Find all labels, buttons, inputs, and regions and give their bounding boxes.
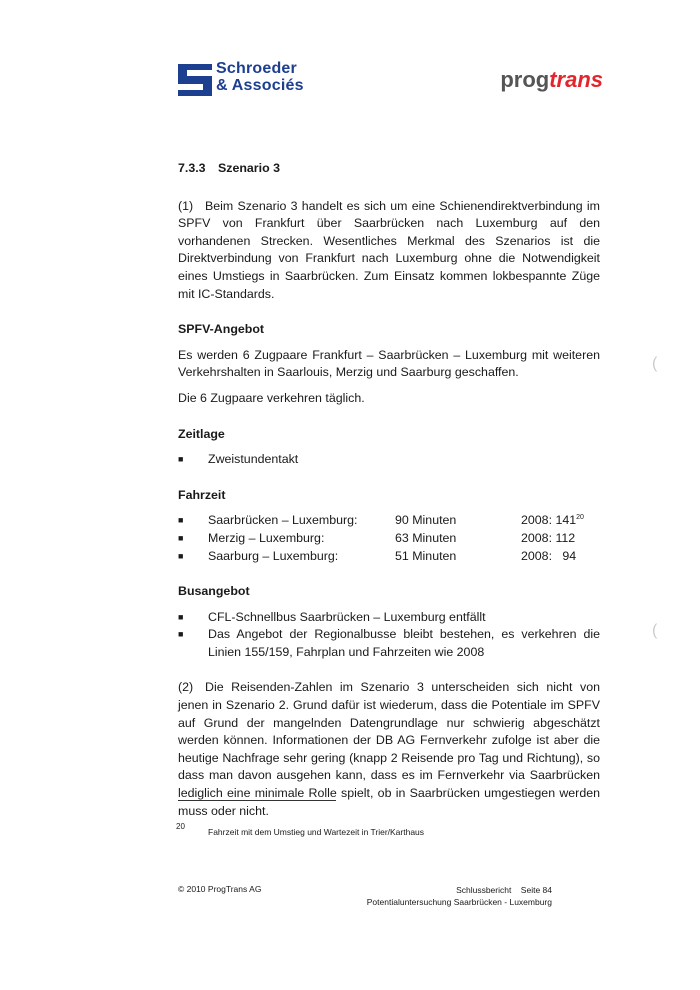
busangebot-heading: Busangebot [178, 584, 250, 599]
list-item [178, 609, 600, 627]
bullet-icon: ■ [178, 532, 184, 543]
route-cell: Merzig – Luxemburg: [208, 530, 325, 545]
footer-subtitle: Potentialuntersuchung Saarbrücken - Luxemburg [366, 897, 552, 907]
footer-copyright: © 2010 ProgTrans AG [178, 884, 262, 894]
spfv-heading: SPFV-Angebot [178, 322, 265, 337]
section-number: 7.3.3 [178, 161, 206, 175]
paragraph-2-number: (2) [178, 680, 194, 695]
bullet-icon: ■ [178, 515, 184, 526]
paragraph-1-text: Beim Szenario 3 handelt es sich um eine Schienendirektverbindung im SPFV von Frankfurt über Saarbrücken nach Luxemburg auf den vorhandenen Strecken. Wesentliches Merkmal des Szenarios ist die Direktverbindung von Frankfurt nach Luxemburg ohne die Notwendigkeit eines Umstiegs in Saarbrücken. Zum Einsatz kommen lokbespannte Züge mit IC-Standards. [178, 198, 600, 301]
zeitlage-list [178, 451, 600, 469]
footnote-reference: 20 [576, 514, 584, 522]
bullet-icon: ■ [178, 454, 184, 465]
paragraph-2-text: Die Reisenden-Zahlen im Szenario 3 unterscheiden sich nicht von jenen in Szenario 2. Grund dafür ist wiederum, dass die Potentiale im SPFV auf Grund der mangelnden Datengrundlage nur schwierig abgeschätzt werden können. Informationen der DB AG Fernverkehr zufolge ist aber die heutige Nachfrage sehr gering (knapp 2 Reisende pro Tag und Richtung), so dass man davon ausgehen kann, dass es im Fernverkehr via Saarbrücken lediglich eine minimale Rolle spielt, ob in Saarbrücken umgestiegen werden muss oder nicht. [178, 680, 600, 818]
footnote-text: Fahrzeit mit dem Umstieg und Wartezeit in Trier/Karthaus [208, 827, 425, 837]
company-name-line1: Schroeder [216, 60, 297, 77]
paragraph-1 [178, 198, 600, 304]
list-item [178, 626, 600, 661]
time-cell: 90 Minuten [395, 513, 457, 528]
busangebot-list [178, 609, 600, 662]
list-item-text: CFL-Schnellbus Saarbrücken – Luxemburg entfällt [208, 609, 486, 624]
brand-part1: prog [500, 67, 550, 92]
company-name [216, 60, 304, 94]
margin-mark: ( [652, 622, 658, 639]
compare-cell [521, 512, 600, 530]
spfv-text-1: Es werden 6 Zugpaare Frankfurt – Saarbrücken – Luxemburg mit weiteren Verkehrshalten in Saarlouis, Merzig und Saarburg geschaffen. [178, 347, 600, 380]
time-cell: 51 Minuten [395, 548, 457, 563]
bullet-icon: ■ [178, 550, 184, 561]
table-row [178, 512, 600, 530]
paragraph-1-number: (1) [178, 198, 194, 213]
route-cell: Saarbrücken – Luxemburg: [208, 513, 358, 528]
fahrzeit-heading: Fahrzeit [178, 487, 226, 502]
footer-info [367, 884, 552, 908]
spfv-text-2: Die 6 Zugpaare verkehren täglich. [178, 390, 365, 405]
company-name-line2: & Associés [216, 77, 304, 94]
table-row [178, 548, 600, 566]
route-cell: Saarburg – Luxemburg: [208, 548, 339, 563]
bullet-icon: ■ [178, 629, 184, 640]
progtrans-brand [500, 67, 603, 93]
schroeder-logo-icon [178, 64, 212, 96]
section-title: Szenario 3 [218, 161, 280, 175]
brand-part2: trans [549, 67, 603, 92]
compare-cell: 2008: 94 [521, 548, 577, 563]
list-item-text: Zweistundentakt [208, 452, 299, 467]
footnote-number: 20 [176, 822, 185, 831]
time-cell: 63 Minuten [395, 530, 457, 545]
list-item [178, 451, 600, 469]
bullet-icon: ■ [178, 611, 184, 622]
section-heading [178, 160, 600, 178]
zeitlage-heading: Zeitlage [178, 426, 225, 441]
fahrzeit-table [178, 512, 600, 565]
compare-cell: 2008: 112 [521, 530, 576, 545]
table-row [178, 530, 600, 548]
margin-mark: ( [652, 355, 658, 372]
list-item-text: Das Angebot der Regionalbusse bleibt bestehen, es verkehren die Linien 155/159, Fahrplan und Fahrzeiten wie 2008 [208, 627, 600, 659]
footer-report: Schlussbericht [456, 885, 512, 895]
document-body [178, 160, 600, 828]
compare-value: 2008: 141 [521, 513, 577, 528]
footnote-divider [178, 800, 336, 801]
footer-page: Seite 84 [520, 885, 552, 895]
